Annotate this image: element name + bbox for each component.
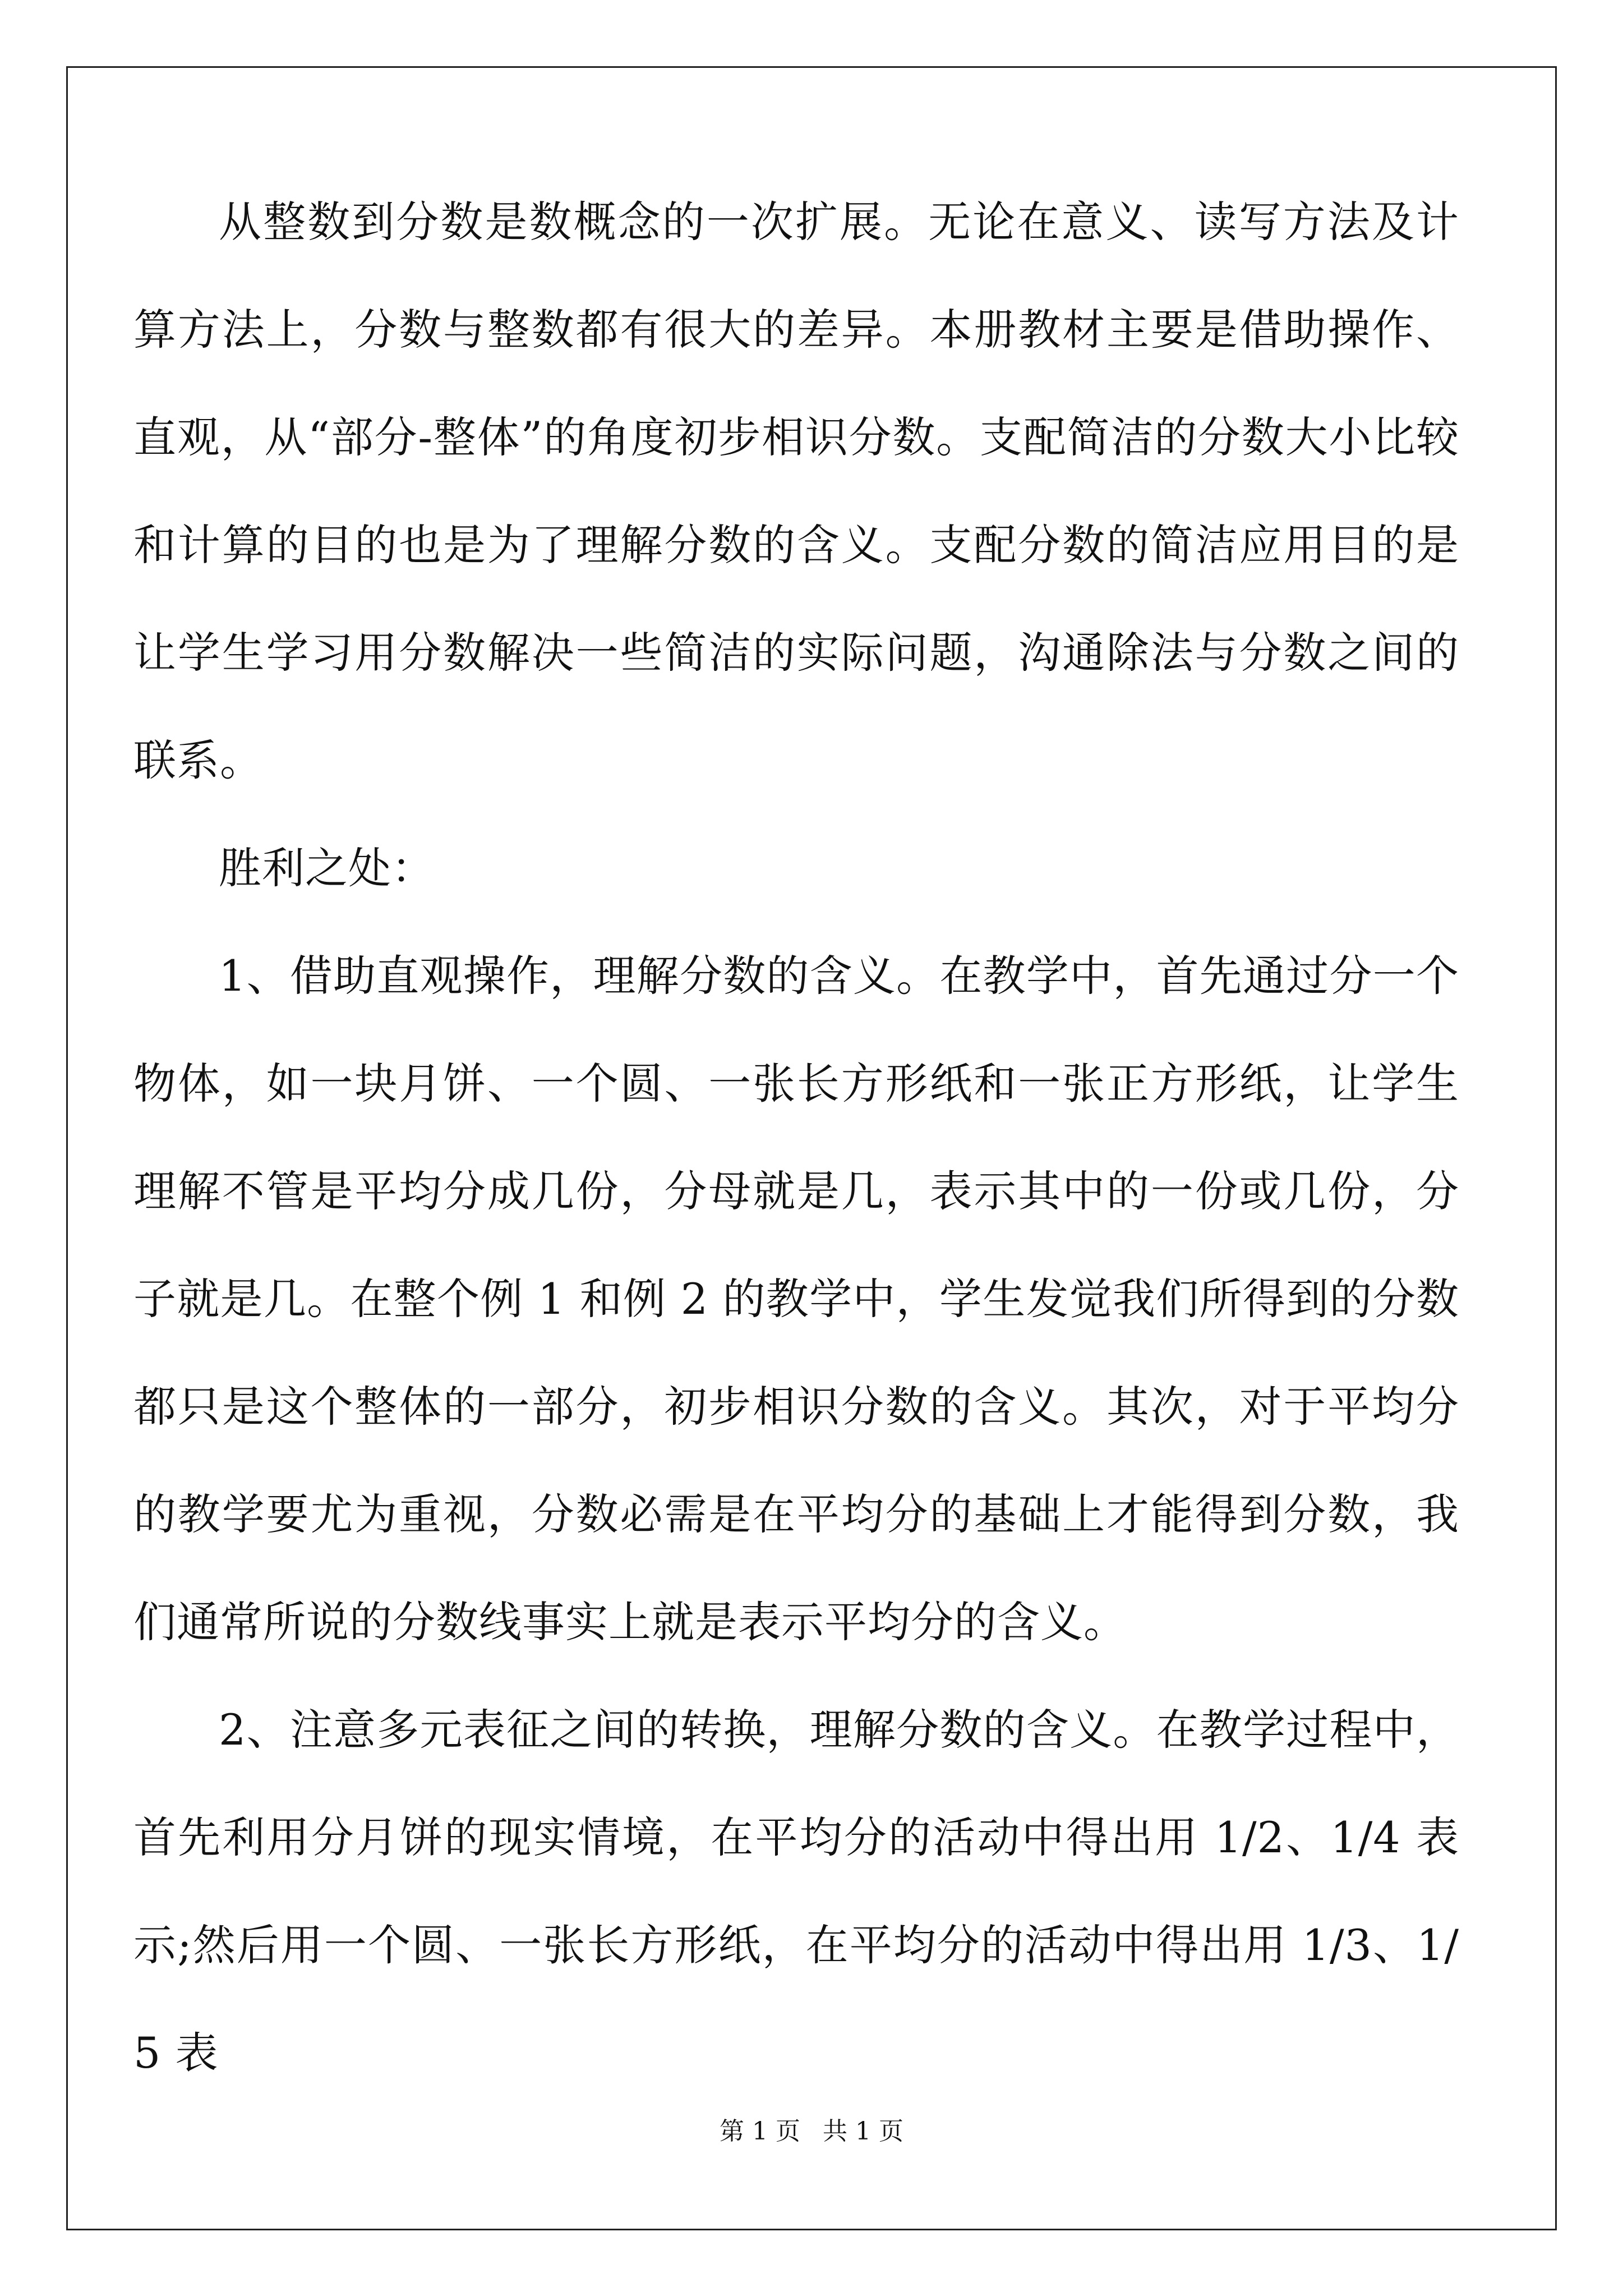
page-total: 共 1 页 (823, 2117, 903, 2146)
page-number: 第 1 页 (720, 2117, 800, 2146)
paragraph-intro: 从整数到分数是数概念的一次扩展。无论在意义、读写方法及计算方法上，分数与整数都有很大的差异。本册教材主要是借助操作、直观，从“部分-整体”的角度初步相识分数。支配简洁的分数大小比较和计算的目的也是为了理解分数的含义。支配分数的简洁应用目的是让学生学习用分数解决一些简洁的实际问题，沟通除法与分数之间的联系。 (133, 197, 1459, 785)
page-footer (0, 2115, 1623, 2148)
paragraph-point-2: 2、注意多元表征之间的转换，理解分数的含义。在教学过程中，首先利用分月饼的现实情境，在平均分的活动中得出用 1/2、1/4 表示;然后用一个圆、一张长方形纸，在平均分的活动中得出用 1/3、1/5 表 (133, 1705, 1459, 2078)
paragraph-point-1: 1、借助直观操作，理解分数的含义。在教学中，首先通过分一个物体，如一块月饼、一个圆、一张长方形纸和一张正方形纸，让学生理解不管是平均分成几份，分母就是几，表示其中的一份或几份，分子就是几。在整个例 1 和例 2 的教学中，学生发觉我们所得到的分数都只是这个整体的一部分，初步相识分数的含义。其次，对于平均分的教学要尤为重视，分数必需是在平均分的基础上才能得到分数，我们通常所说的分数线事实上就是表示平均分的含义。 (133, 951, 1459, 1647)
paragraph-heading-success: 胜利之处： (219, 843, 435, 893)
document-body (133, 168, 1459, 2107)
